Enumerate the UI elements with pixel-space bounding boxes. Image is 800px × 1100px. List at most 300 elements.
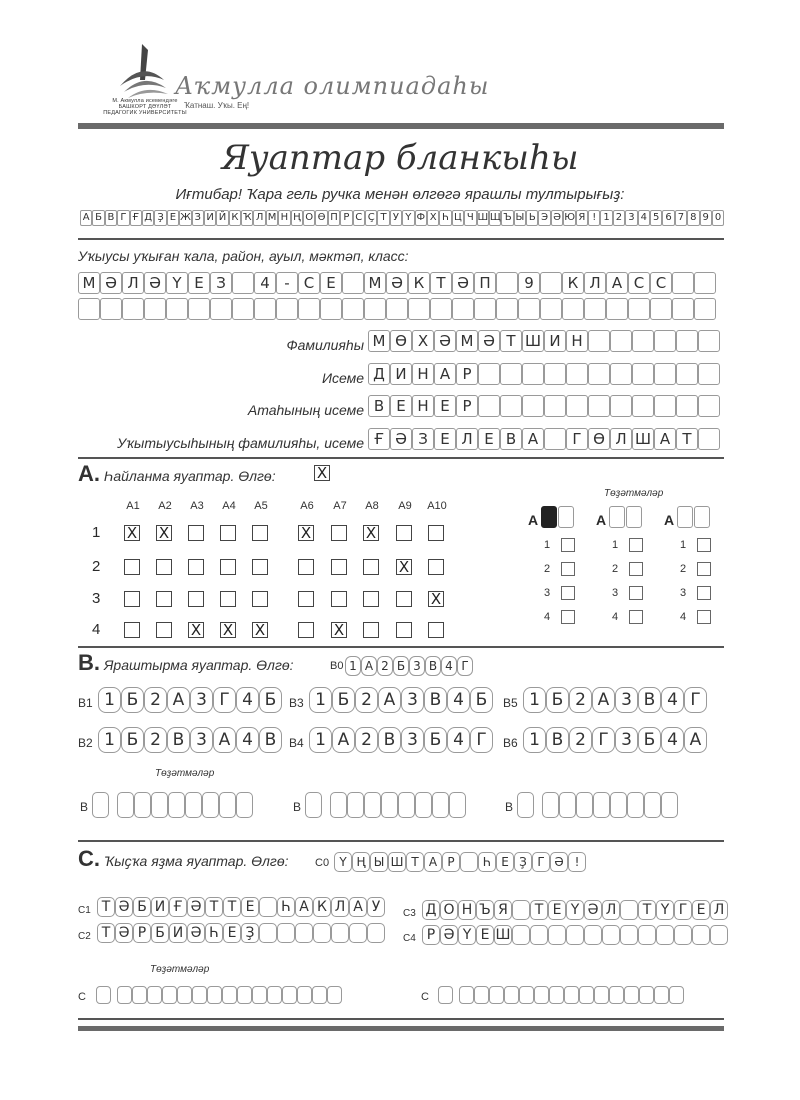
answer-checkbox-marked[interactable]: X bbox=[298, 525, 314, 541]
section-b-correction-cell[interactable] bbox=[347, 792, 364, 818]
section-b-answer-field[interactable] bbox=[523, 727, 707, 753]
surname-cell[interactable]: И bbox=[544, 330, 566, 352]
school-cell[interactable]: З bbox=[210, 272, 232, 294]
section-b-correction-cell[interactable] bbox=[92, 792, 109, 818]
correction-number-cell[interactable] bbox=[558, 506, 574, 528]
section-c-correction-cell[interactable] bbox=[312, 986, 327, 1004]
patronymic-cell[interactable] bbox=[566, 395, 588, 417]
name-cell[interactable] bbox=[632, 363, 654, 385]
section-b-answer-cell[interactable]: 2 bbox=[355, 687, 378, 713]
section-c-answer-cell[interactable] bbox=[584, 925, 602, 945]
patronymic-field[interactable] bbox=[368, 395, 720, 417]
teacher-cell[interactable]: Е bbox=[478, 428, 500, 450]
section-c-answer-cell[interactable] bbox=[277, 923, 295, 943]
correction-checkbox[interactable] bbox=[697, 538, 711, 552]
school-cell[interactable] bbox=[78, 298, 100, 320]
section-c-correction-cell[interactable] bbox=[438, 986, 453, 1004]
section-c-answer-cell[interactable] bbox=[692, 925, 710, 945]
school-cell[interactable] bbox=[694, 272, 716, 294]
answer-checkbox[interactable] bbox=[396, 525, 412, 541]
school-cell[interactable] bbox=[518, 298, 540, 320]
answer-checkbox-marked[interactable]: X bbox=[124, 525, 140, 541]
section-c-answer-cell[interactable]: Һ bbox=[205, 923, 223, 943]
name-cell[interactable] bbox=[654, 363, 676, 385]
answer-checkbox-marked[interactable]: X bbox=[188, 622, 204, 638]
answer-checkbox-marked[interactable]: X bbox=[220, 622, 236, 638]
section-c-answer-cell[interactable]: Т bbox=[638, 900, 656, 920]
teacher-cell[interactable]: Л bbox=[456, 428, 478, 450]
section-b-answer-cell[interactable]: Б bbox=[424, 727, 447, 753]
answer-checkbox-marked[interactable]: X bbox=[252, 622, 268, 638]
section-c-answer-cell[interactable]: Л bbox=[602, 900, 620, 920]
school-cell[interactable] bbox=[188, 298, 210, 320]
section-b-answer-field[interactable] bbox=[523, 687, 707, 713]
section-b-answer-cell[interactable]: 4 bbox=[447, 687, 470, 713]
answer-checkbox[interactable] bbox=[188, 591, 204, 607]
answer-checkbox[interactable] bbox=[252, 525, 268, 541]
section-b-correction-cell[interactable] bbox=[330, 792, 347, 818]
surname-cell[interactable]: Ә bbox=[478, 330, 500, 352]
section-b-answer-cell[interactable]: А bbox=[684, 727, 707, 753]
answer-checkbox[interactable] bbox=[331, 559, 347, 575]
correction-number-cell[interactable] bbox=[626, 506, 642, 528]
section-b-answer-cell[interactable]: А bbox=[332, 727, 355, 753]
surname-cell[interactable] bbox=[632, 330, 654, 352]
section-c-answer-cell[interactable]: У bbox=[367, 897, 385, 917]
section-b-answer-cell[interactable]: 1 bbox=[98, 727, 121, 753]
patronymic-cell[interactable] bbox=[632, 395, 654, 417]
section-c-answer-cell[interactable] bbox=[638, 925, 656, 945]
section-b-correction-cell[interactable] bbox=[236, 792, 253, 818]
name-cell[interactable] bbox=[676, 363, 698, 385]
section-c-answer-cell[interactable] bbox=[259, 923, 277, 943]
patronymic-cell[interactable]: Е bbox=[390, 395, 412, 417]
section-c-correction-cell[interactable] bbox=[327, 986, 342, 1004]
section-b-answer-cell[interactable]: А bbox=[167, 687, 190, 713]
section-b-answer-cell[interactable]: 4 bbox=[236, 727, 259, 753]
section-c-correction-cell[interactable] bbox=[594, 986, 609, 1004]
section-c-answer-cell[interactable]: Н bbox=[458, 900, 476, 920]
correction-number-cell[interactable] bbox=[677, 506, 693, 528]
section-b-correction-cell[interactable] bbox=[576, 792, 593, 818]
name-cell[interactable] bbox=[588, 363, 610, 385]
section-c-answer-cell[interactable]: Ә bbox=[440, 925, 458, 945]
section-b-answer-cell[interactable]: А bbox=[213, 727, 236, 753]
answer-checkbox[interactable] bbox=[298, 622, 314, 638]
section-b-answer-cell[interactable]: В bbox=[424, 687, 447, 713]
school-cell[interactable]: Ү bbox=[166, 272, 188, 294]
section-c-answer-cell[interactable] bbox=[548, 925, 566, 945]
patronymic-cell[interactable] bbox=[610, 395, 632, 417]
school-cell[interactable] bbox=[694, 298, 716, 320]
answer-checkbox-marked[interactable]: X bbox=[331, 622, 347, 638]
answer-checkbox[interactable] bbox=[252, 559, 268, 575]
name-cell[interactable] bbox=[698, 363, 720, 385]
school-cell[interactable]: П bbox=[474, 272, 496, 294]
patronymic-cell[interactable]: Н bbox=[412, 395, 434, 417]
section-c-correction-cell[interactable] bbox=[549, 986, 564, 1004]
teacher-cell[interactable]: Г bbox=[566, 428, 588, 450]
correction-checkbox[interactable] bbox=[629, 562, 643, 576]
section-b-answer-cell[interactable]: 1 bbox=[98, 687, 121, 713]
correction-number-cell[interactable] bbox=[609, 506, 625, 528]
section-b-answer-cell[interactable]: 4 bbox=[661, 687, 684, 713]
section-c-correction-cell[interactable] bbox=[609, 986, 624, 1004]
school-cell[interactable]: А bbox=[606, 272, 628, 294]
section-c-answer-cell[interactable]: И bbox=[151, 897, 169, 917]
section-b-answer-cell[interactable]: Г bbox=[213, 687, 236, 713]
section-c-answer-cell[interactable]: Ҙ bbox=[241, 923, 259, 943]
name-field[interactable] bbox=[368, 363, 720, 385]
section-c-answer-cell[interactable]: Ә bbox=[115, 923, 133, 943]
surname-cell[interactable] bbox=[654, 330, 676, 352]
patronymic-cell[interactable] bbox=[698, 395, 720, 417]
section-c-answer-cell[interactable]: Ғ bbox=[169, 897, 187, 917]
teacher-cell[interactable]: Ө bbox=[588, 428, 610, 450]
section-b-answer-cell[interactable]: 2 bbox=[569, 727, 592, 753]
school-cell[interactable] bbox=[540, 298, 562, 320]
school-cell[interactable] bbox=[562, 298, 584, 320]
name-cell[interactable] bbox=[522, 363, 544, 385]
school-cell[interactable]: С bbox=[628, 272, 650, 294]
section-c-answer-cell[interactable]: Р bbox=[422, 925, 440, 945]
section-c-answer-cell[interactable]: Т bbox=[97, 923, 115, 943]
section-c-answer-cell[interactable] bbox=[620, 900, 638, 920]
section-b-answer-cell[interactable]: 3 bbox=[401, 687, 424, 713]
section-b-answer-cell[interactable]: 2 bbox=[355, 727, 378, 753]
answer-checkbox-marked[interactable]: X bbox=[428, 591, 444, 607]
section-c-correction-cell[interactable] bbox=[519, 986, 534, 1004]
teacher-cell[interactable]: Ш bbox=[632, 428, 654, 450]
section-c-correction-field[interactable] bbox=[96, 986, 342, 1004]
school-cell[interactable]: К bbox=[408, 272, 430, 294]
section-b-answer-cell[interactable]: 2 bbox=[144, 727, 167, 753]
section-c-correction-field[interactable] bbox=[438, 986, 684, 1004]
school-cell[interactable] bbox=[342, 298, 364, 320]
section-c-correction-cell[interactable] bbox=[489, 986, 504, 1004]
patronymic-cell[interactable] bbox=[588, 395, 610, 417]
section-c-correction-cell[interactable] bbox=[147, 986, 162, 1004]
answer-checkbox[interactable] bbox=[428, 622, 444, 638]
section-b-answer-cell[interactable]: В bbox=[638, 687, 661, 713]
patronymic-cell[interactable] bbox=[522, 395, 544, 417]
section-c-answer-cell[interactable]: Һ bbox=[277, 897, 295, 917]
answer-checkbox[interactable] bbox=[156, 622, 172, 638]
section-b-correction-cell[interactable] bbox=[364, 792, 381, 818]
surname-cell[interactable]: Х bbox=[412, 330, 434, 352]
section-c-answer-cell[interactable]: Б bbox=[133, 897, 151, 917]
surname-cell[interactable]: Ә bbox=[434, 330, 456, 352]
section-b-answer-cell[interactable]: 2 bbox=[144, 687, 167, 713]
section-c-answer-cell[interactable]: Т bbox=[205, 897, 223, 917]
section-c-answer-cell[interactable] bbox=[331, 923, 349, 943]
section-c-correction-cell[interactable] bbox=[207, 986, 222, 1004]
section-b-answer-cell[interactable]: В bbox=[546, 727, 569, 753]
section-b-answer-cell[interactable]: 4 bbox=[236, 687, 259, 713]
section-b-answer-cell[interactable]: Б bbox=[546, 687, 569, 713]
section-c-answer-cell[interactable]: Л bbox=[710, 900, 728, 920]
section-c-answer-cell[interactable] bbox=[367, 923, 385, 943]
section-c-answer-cell[interactable]: Т bbox=[223, 897, 241, 917]
section-b-correction-cell[interactable] bbox=[185, 792, 202, 818]
section-c-answer-cell[interactable] bbox=[656, 925, 674, 945]
section-b-answer-cell[interactable]: 3 bbox=[615, 687, 638, 713]
name-cell[interactable]: А bbox=[434, 363, 456, 385]
section-c-answer-cell[interactable] bbox=[674, 925, 692, 945]
teacher-cell[interactable] bbox=[698, 428, 720, 450]
answer-checkbox[interactable] bbox=[363, 622, 379, 638]
school-cell[interactable]: Л bbox=[122, 272, 144, 294]
section-c-answer-cell[interactable]: Е bbox=[241, 897, 259, 917]
school-cell[interactable] bbox=[232, 298, 254, 320]
school-cell[interactable] bbox=[628, 298, 650, 320]
answer-checkbox[interactable] bbox=[363, 591, 379, 607]
section-b-correction-cell[interactable] bbox=[449, 792, 466, 818]
section-c-answer-cell[interactable]: Ш bbox=[495, 927, 511, 943]
section-b-correction-cell[interactable] bbox=[661, 792, 678, 818]
section-c-answer-cell[interactable] bbox=[512, 925, 530, 945]
school-cell[interactable]: К bbox=[562, 272, 584, 294]
section-c-correction-cell[interactable] bbox=[564, 986, 579, 1004]
name-cell[interactable] bbox=[500, 363, 522, 385]
answer-checkbox[interactable] bbox=[220, 559, 236, 575]
section-b-correction-cell[interactable] bbox=[168, 792, 185, 818]
section-b-correction-cell[interactable] bbox=[542, 792, 559, 818]
name-cell[interactable] bbox=[478, 363, 500, 385]
section-c-answer-cell[interactable] bbox=[512, 900, 530, 920]
section-b-correction-cell[interactable] bbox=[610, 792, 627, 818]
name-cell[interactable]: Д bbox=[368, 363, 390, 385]
answer-checkbox-marked[interactable]: X bbox=[396, 559, 412, 575]
surname-cell[interactable]: Т bbox=[500, 330, 522, 352]
patronymic-cell[interactable] bbox=[544, 395, 566, 417]
school-cell[interactable] bbox=[364, 298, 386, 320]
section-b-answer-cell[interactable]: Г bbox=[684, 687, 707, 713]
teacher-cell[interactable]: Л bbox=[610, 428, 632, 450]
section-b-correction-cell[interactable] bbox=[559, 792, 576, 818]
section-b-correction-cell[interactable] bbox=[415, 792, 432, 818]
section-c-correction-cell[interactable] bbox=[132, 986, 147, 1004]
section-c-correction-cell[interactable] bbox=[222, 986, 237, 1004]
surname-cell[interactable] bbox=[588, 330, 610, 352]
section-c-answer-cell[interactable]: Е bbox=[223, 923, 241, 943]
section-b-correction-cell[interactable] bbox=[117, 792, 134, 818]
section-b-answer-cell[interactable]: Б bbox=[121, 687, 144, 713]
section-c-answer-cell[interactable]: Ә bbox=[187, 923, 205, 943]
surname-cell[interactable]: М bbox=[456, 330, 478, 352]
patronymic-cell[interactable] bbox=[676, 395, 698, 417]
school-cell[interactable]: Л bbox=[584, 272, 606, 294]
school-cell[interactable]: Ә bbox=[452, 272, 474, 294]
answer-checkbox[interactable] bbox=[331, 591, 347, 607]
school-cell[interactable]: Ә bbox=[100, 272, 122, 294]
section-c-answer-cell[interactable]: Г bbox=[674, 900, 692, 920]
section-b-answer-field[interactable] bbox=[98, 687, 282, 713]
section-b-answer-cell[interactable]: В bbox=[167, 727, 190, 753]
section-b-answer-cell[interactable]: 1 bbox=[523, 727, 546, 753]
patronymic-cell[interactable] bbox=[500, 395, 522, 417]
section-b-answer-cell[interactable]: 1 bbox=[523, 687, 546, 713]
correction-number-cell[interactable] bbox=[694, 506, 710, 528]
section-b-correction-cell[interactable] bbox=[151, 792, 168, 818]
section-c-correction-cell[interactable] bbox=[192, 986, 207, 1004]
surname-cell[interactable]: Ш bbox=[522, 330, 544, 352]
name-cell[interactable]: И bbox=[390, 363, 412, 385]
answer-checkbox[interactable] bbox=[428, 525, 444, 541]
school-cell[interactable]: Ә bbox=[386, 272, 408, 294]
section-c-answer-cell[interactable] bbox=[566, 925, 584, 945]
section-c-correction-cell[interactable] bbox=[282, 986, 297, 1004]
school-cell[interactable] bbox=[672, 272, 694, 294]
section-b-answer-cell[interactable]: 3 bbox=[190, 687, 213, 713]
section-b-correction-cell[interactable] bbox=[432, 792, 449, 818]
school-cell[interactable]: 9 bbox=[518, 272, 540, 294]
section-c-correction-cell[interactable] bbox=[669, 986, 684, 1004]
school-cell[interactable] bbox=[430, 298, 452, 320]
school-cell[interactable] bbox=[298, 298, 320, 320]
surname-cell[interactable] bbox=[610, 330, 632, 352]
section-b-answer-cell[interactable]: В bbox=[378, 727, 401, 753]
school-cell[interactable] bbox=[650, 298, 672, 320]
section-c-correction-cell[interactable] bbox=[117, 986, 132, 1004]
surname-field[interactable] bbox=[368, 330, 720, 352]
section-c-answer-cell[interactable]: Я bbox=[494, 900, 512, 920]
section-b-correction-cell[interactable] bbox=[644, 792, 661, 818]
patronymic-cell[interactable] bbox=[654, 395, 676, 417]
section-c-answer-cell[interactable]: Ә bbox=[115, 897, 133, 917]
answer-checkbox[interactable] bbox=[188, 559, 204, 575]
teacher-cell[interactable]: Т bbox=[676, 428, 698, 450]
section-c-answer-cell[interactable]: Д bbox=[422, 900, 440, 920]
answer-checkbox[interactable] bbox=[298, 559, 314, 575]
name-cell[interactable]: Р bbox=[456, 363, 478, 385]
section-b-correction-field[interactable] bbox=[517, 792, 678, 818]
school-cell[interactable]: 4 bbox=[254, 272, 276, 294]
section-c-answer-field[interactable] bbox=[422, 900, 728, 920]
section-c-answer-cell[interactable]: Ә bbox=[187, 897, 205, 917]
correction-checkbox[interactable] bbox=[629, 538, 643, 552]
section-c-answer-cell[interactable]: И bbox=[169, 923, 187, 943]
school-cell[interactable] bbox=[474, 298, 496, 320]
school-cell[interactable]: Е bbox=[188, 272, 210, 294]
section-b-answer-cell[interactable]: Б bbox=[332, 687, 355, 713]
section-b-correction-cell[interactable] bbox=[305, 792, 322, 818]
section-b-answer-cell[interactable]: Г bbox=[470, 727, 493, 753]
section-c-answer-cell[interactable]: Б bbox=[151, 923, 169, 943]
patronymic-cell[interactable]: В bbox=[368, 395, 390, 417]
teacher-cell[interactable]: А bbox=[654, 428, 676, 450]
section-b-answer-cell[interactable]: 2 bbox=[569, 687, 592, 713]
answer-checkbox[interactable] bbox=[124, 559, 140, 575]
teacher-cell[interactable]: Ә bbox=[390, 428, 412, 450]
name-cell[interactable] bbox=[610, 363, 632, 385]
section-b-answer-cell[interactable]: Б bbox=[121, 727, 144, 753]
section-b-answer-cell[interactable]: Г bbox=[592, 727, 615, 753]
school-cell[interactable] bbox=[386, 298, 408, 320]
section-c-answer-cell[interactable] bbox=[313, 923, 331, 943]
school-field[interactable] bbox=[78, 272, 716, 294]
section-c-answer-cell[interactable]: Ә bbox=[584, 900, 602, 920]
correction-checkbox[interactable] bbox=[697, 562, 711, 576]
section-c-correction-cell[interactable] bbox=[654, 986, 669, 1004]
section-c-correction-cell[interactable] bbox=[252, 986, 267, 1004]
section-b-correction-cell[interactable] bbox=[593, 792, 610, 818]
section-b-correction-cell[interactable] bbox=[381, 792, 398, 818]
section-c-correction-cell[interactable] bbox=[624, 986, 639, 1004]
section-c-answer-cell[interactable] bbox=[710, 925, 728, 945]
teacher-cell[interactable]: В bbox=[500, 428, 522, 450]
section-b-answer-cell[interactable]: 1 bbox=[309, 687, 332, 713]
teacher-cell[interactable]: А bbox=[522, 428, 544, 450]
section-b-correction-cell[interactable] bbox=[398, 792, 415, 818]
answer-checkbox[interactable] bbox=[220, 525, 236, 541]
section-c-answer-cell[interactable] bbox=[620, 925, 638, 945]
school-cell[interactable]: С bbox=[650, 272, 672, 294]
school-cell[interactable] bbox=[584, 298, 606, 320]
section-c-correction-cell[interactable] bbox=[639, 986, 654, 1004]
section-c-answer-cell[interactable]: А bbox=[295, 897, 313, 917]
section-c-answer-cell[interactable] bbox=[295, 923, 313, 943]
answer-checkbox[interactable] bbox=[156, 559, 172, 575]
section-b-answer-cell[interactable]: А bbox=[378, 687, 401, 713]
surname-cell[interactable] bbox=[676, 330, 698, 352]
answer-checkbox[interactable] bbox=[428, 559, 444, 575]
section-b-answer-cell[interactable]: Б bbox=[470, 687, 493, 713]
correction-checkbox[interactable] bbox=[697, 610, 711, 624]
school-cell[interactable] bbox=[606, 298, 628, 320]
section-b-correction-cell[interactable] bbox=[627, 792, 644, 818]
section-c-correction-cell[interactable] bbox=[534, 986, 549, 1004]
section-b-answer-cell[interactable]: 3 bbox=[401, 727, 424, 753]
section-c-answer-cell[interactable] bbox=[349, 923, 367, 943]
answer-checkbox[interactable] bbox=[124, 622, 140, 638]
section-b-answer-field[interactable] bbox=[309, 727, 493, 753]
section-b-answer-cell[interactable]: Б bbox=[259, 687, 282, 713]
school-cell[interactable] bbox=[122, 298, 144, 320]
section-b-answer-cell[interactable]: 4 bbox=[447, 727, 470, 753]
school-cell[interactable]: Е bbox=[320, 272, 342, 294]
school-field-line-2[interactable] bbox=[78, 298, 716, 320]
section-c-correction-cell[interactable] bbox=[96, 986, 111, 1004]
section-c-correction-cell[interactable] bbox=[297, 986, 312, 1004]
teacher-field[interactable] bbox=[368, 428, 720, 450]
section-b-answer-cell[interactable]: 4 bbox=[661, 727, 684, 753]
correction-checkbox[interactable] bbox=[561, 562, 575, 576]
teacher-cell[interactable] bbox=[544, 428, 566, 450]
answer-checkbox[interactable] bbox=[396, 591, 412, 607]
section-c-answer-cell[interactable]: Л bbox=[331, 897, 349, 917]
school-cell[interactable] bbox=[320, 298, 342, 320]
section-c-answer-cell[interactable] bbox=[530, 925, 548, 945]
section-b-correction-field[interactable] bbox=[92, 792, 253, 818]
answer-checkbox[interactable] bbox=[220, 591, 236, 607]
school-cell[interactable] bbox=[232, 272, 254, 294]
school-cell[interactable]: Ә bbox=[144, 272, 166, 294]
school-cell[interactable] bbox=[254, 298, 276, 320]
section-b-answer-cell[interactable]: А bbox=[592, 687, 615, 713]
answer-checkbox[interactable] bbox=[156, 591, 172, 607]
section-c-answer-cell[interactable]: Ъ bbox=[476, 900, 494, 920]
answer-checkbox-marked[interactable]: X bbox=[156, 525, 172, 541]
school-cell[interactable]: Т bbox=[430, 272, 452, 294]
section-c-answer-field[interactable] bbox=[422, 925, 728, 945]
name-cell[interactable]: Н bbox=[412, 363, 434, 385]
answer-checkbox[interactable] bbox=[396, 622, 412, 638]
section-b-answer-cell[interactable]: Б bbox=[638, 727, 661, 753]
section-b-answer-field[interactable] bbox=[309, 687, 493, 713]
answer-checkbox[interactable] bbox=[298, 591, 314, 607]
correction-checkbox[interactable] bbox=[629, 610, 643, 624]
